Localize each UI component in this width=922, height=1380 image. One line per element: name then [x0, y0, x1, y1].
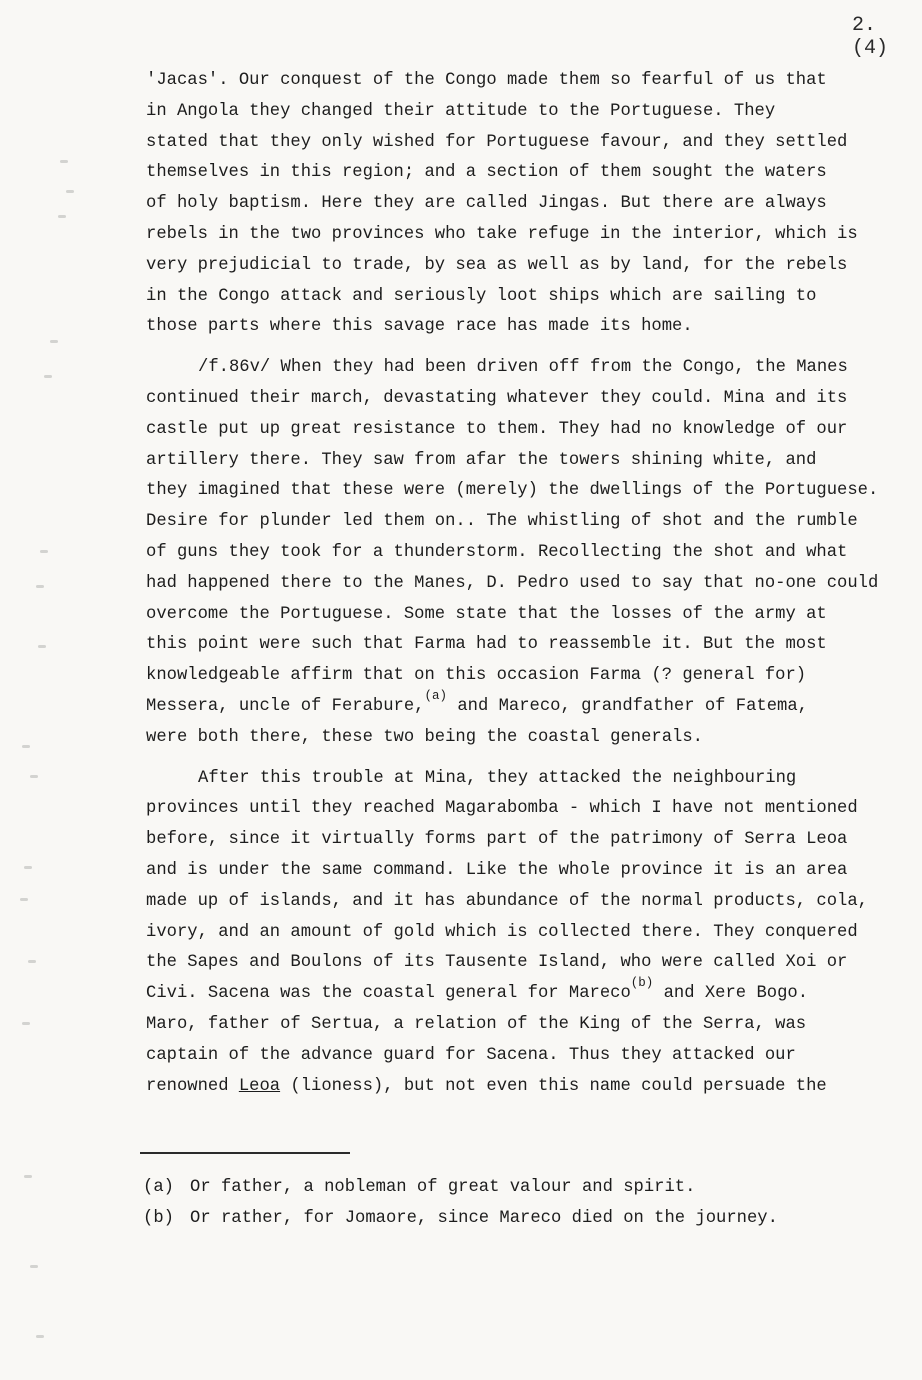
footnote-divider	[140, 1152, 350, 1154]
footnote-text: Or father, a nobleman of great valour and spirit.	[190, 1178, 696, 1197]
footnote-a	[143, 1172, 883, 1203]
footnotes	[143, 1172, 883, 1234]
text-line: themselves in this region; and a section of them sought the waters	[146, 163, 827, 183]
underlined-word: Leoa	[238, 1076, 281, 1096]
text-line: artillery there. They saw from afar the towers shining white, and	[146, 450, 817, 470]
footnote-mark: (a)	[143, 1178, 174, 1197]
text-line: Maro, father of Sertua, a relation of the King of the Serra, was	[146, 1014, 807, 1034]
text-line: had happened there to the Manes, D. Pedro used to say that no-one could	[146, 573, 879, 593]
text-line: ivory, and an amount of gold which is collected there. They conquered	[146, 922, 858, 942]
text-segment: and Mareco, grandfather of Fatema,	[447, 696, 808, 716]
document-body	[146, 66, 896, 1102]
text-line: very prejudicial to trade, by sea as well as by land, for the rebels	[146, 255, 848, 275]
text-segment: Civi. Sacena was the coastal general for Mareco	[146, 984, 631, 1004]
text-line: in Angola they changed their attitude to the Portuguese. They	[146, 101, 776, 121]
text-line: stated that they only wished for Portuguese favour, and they settled	[146, 132, 848, 152]
text-segment: renowned	[146, 1076, 239, 1096]
page-number: 2. (4)	[852, 14, 889, 60]
text-line: overcome the Portuguese. Some state that the losses of the army at	[146, 604, 827, 624]
text-line: this point were such that Farma had to reassemble it. But the most	[146, 635, 827, 655]
text-segment: (lioness), but not even this name could persuade the	[280, 1076, 827, 1096]
text-line: those parts where this savage race has made its home.	[146, 317, 693, 337]
text-line: before, since it virtually forms part of the patrimony of Serra Leoa	[146, 830, 848, 850]
text-line: After this trouble at Mina, they attacked the neighbouring	[198, 768, 797, 788]
text-segment: Messera, uncle of Ferabure,	[146, 696, 425, 716]
text-line-with-footnote-ref	[146, 976, 896, 1010]
text-line: and is under the same command. Like the whole province it is an area	[146, 860, 848, 880]
text-line: were both there, these two being the coastal generals.	[146, 727, 703, 747]
paragraph-2	[146, 353, 896, 753]
text-line: castle put up great resistance to them. They had no knowledge of our	[146, 419, 848, 439]
paragraph-1	[146, 66, 896, 343]
text-line: rebels in the two provinces who take refuge in the interior, which is	[146, 224, 858, 244]
text-line: in the Congo attack and seriously loot ships which are sailing to	[146, 286, 817, 306]
text-line: Desire for plunder led them on.. The whistling of shot and the rumble	[146, 512, 858, 532]
text-line: of guns they took for a thunderstorm. Recollecting the shot and what	[146, 542, 848, 562]
text-line: made up of islands, and it has abundance of the normal products, cola,	[146, 891, 868, 911]
text-line: 'Jacas'. Our conquest of the Congo made them so fearful of us that	[146, 71, 827, 90]
text-line: knowledgeable affirm that on this occasion Farma (? general for)	[146, 666, 807, 686]
text-line-with-footnote-ref	[146, 688, 896, 723]
footnote-b	[143, 1203, 883, 1234]
text-line: provinces until they reached Magarabomba - which I have not mentioned	[146, 799, 858, 819]
text-line: the Sapes and Boulons of its Tausente Island, who were called Xoi or	[146, 953, 848, 973]
text-line: /f.86v/ When they had been driven off from the Congo, the Manes	[198, 358, 848, 378]
text-line: of holy baptism. Here they are called Jingas. But there are always	[146, 194, 827, 214]
text-line: they imagined that these were (merely) the dwellings of the Portuguese.	[146, 481, 879, 501]
text-line: captain of the advance guard for Sacena. Thus they attacked our	[146, 1045, 796, 1065]
footnote-mark: (b)	[143, 1209, 174, 1228]
footnote-ref-b: (b)	[630, 976, 654, 991]
text-line: continued their march, devastating whatever they could. Mina and its	[146, 388, 848, 408]
text-segment: and Xere Bogo.	[653, 984, 809, 1004]
text-line-with-underline	[146, 1072, 896, 1103]
footnote-ref-a: (a)	[424, 688, 447, 703]
footnote-text: Or rather, for Jomaore, since Mareco died on the journey.	[190, 1209, 778, 1228]
paragraph-3	[146, 764, 896, 1103]
